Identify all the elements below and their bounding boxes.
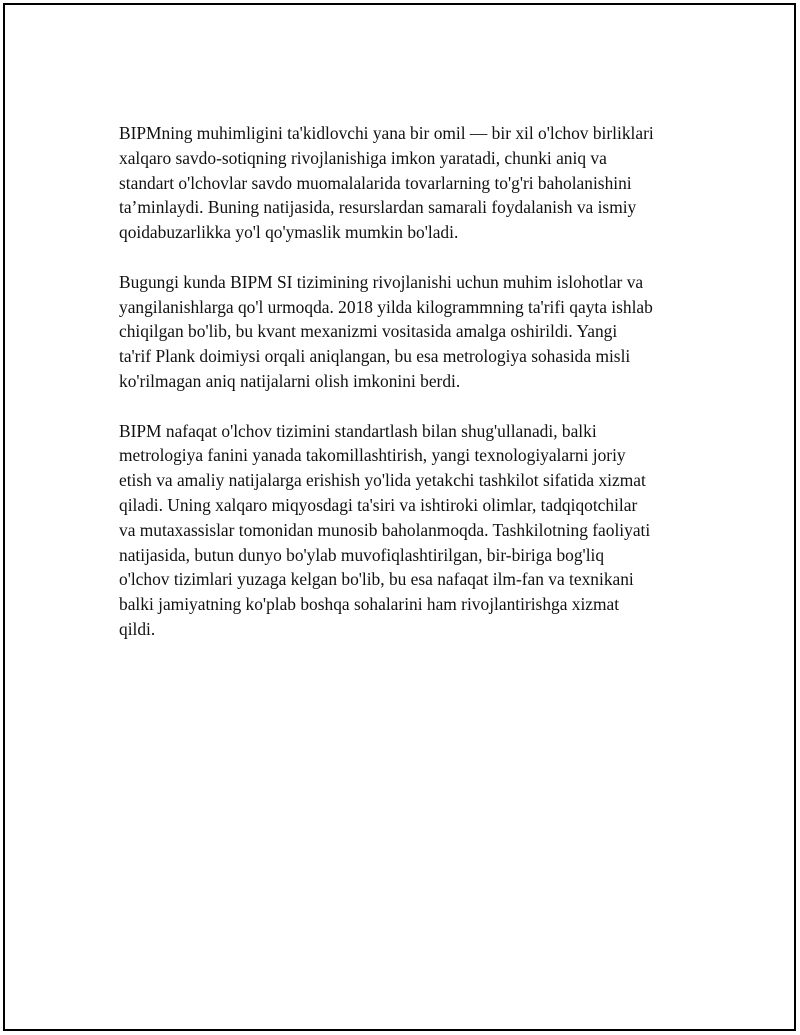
text-line: qoidabuzarlikka yo'l qo'ymaslik mumkin bo'ladi. [119,222,459,243]
document-body [119,121,699,667]
text-line: ko'rilmagan aniq natijalarni olish imkonini berdi. [119,370,461,391]
text-line: etish va amaliy natijalarga erishish yo'lida yetakchi tashkilot sifatida xizmat [119,470,646,491]
text-line: standart o'lchovlar savdo muomalalarida tovarlarning to'g'ri baholanishini [119,172,632,193]
paragraph-2 [119,270,699,394]
text-line: xalqaro savdo-sotiqning rivojlanishiga imkon yaratadi, chunki aniq va [119,147,607,168]
text-line: o'lchov tizimlari yuzaga kelgan bo'lib, bu esa nafaqat ilm-fan va texnikani [119,569,634,590]
text-line: natijasida, butun dunyo bo'ylab muvofiqlashtirilgan, bir-biriga bog'liq [119,544,605,565]
paragraph-3 [119,419,699,642]
text-line: metrologiya fanini yanada takomillashtirish, yangi texnologiyalarni joriy [119,445,626,466]
text-line: yangilanishlarga qo'l urmoqda. 2018 yilda kilogrammning ta'rifi qayta ishlab [119,296,653,317]
text-line: ta'rif Plank doimiysi orqali aniqlangan, bu esa metrologiya sohasida misli [119,346,631,367]
text-line: BIPMning muhimligini ta'kidlovchi yana bir omil — bir xil o'lchov birliklari [119,123,654,143]
text-line: va mutaxassislar tomonidan munosib baholanmoqda. Tashkilotning faoliyati [119,519,651,540]
text-line: BIPM nafaqat o'lchov tizimini standartlash bilan shug'ullanadi, balki [119,420,597,441]
text-line: qildi. [119,618,156,639]
text-line: Bugungi kunda BIPM SI tizimining rivojlanishi uchun muhim islohotlar va [119,271,644,292]
paragraph-1 [119,121,699,245]
text-line: taʼminlaydi. Buning natijasida, resurslardan samarali foydalanish va ismiy [119,197,637,218]
text-line: balki jamiyatning ko'plab boshqa sohalarini ham rivojlantirishga xizmat [119,594,620,615]
text-line: chiqilgan bo'lib, bu kvant mexanizmi vositasida amalga oshirildi. Yangi [119,321,618,342]
page-frame [3,3,796,1031]
text-line: qiladi. Uning xalqaro miqyosdagi ta'siri va ishtiroki olimlar, tadqiqotchilar [119,494,638,515]
